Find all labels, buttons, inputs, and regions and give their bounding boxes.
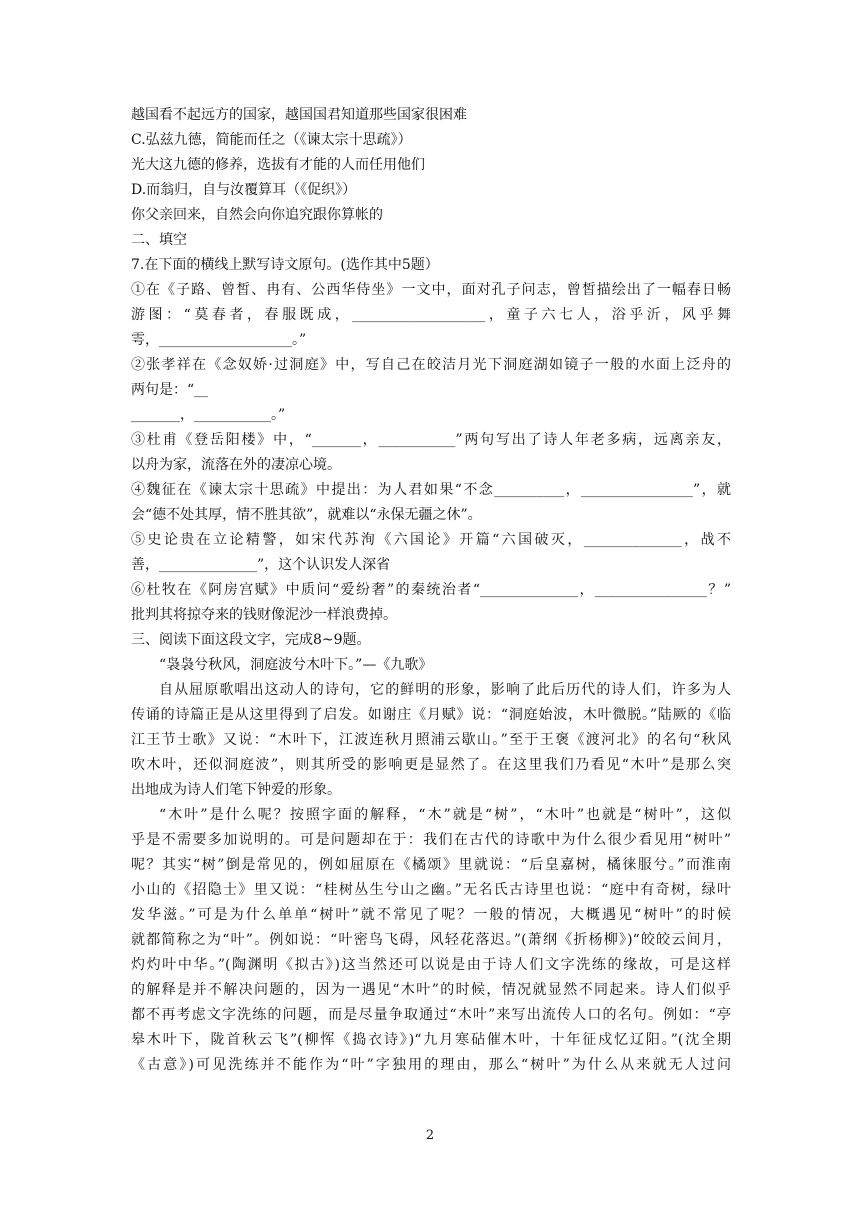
text-line: 都不再考虑文字洗练的问题，而是尽量争取通过“木叶”来写出流传人口的名句。例如：“亭 — [131, 1007, 731, 1023]
text-line: 出地成为诗人们笔下钟爱的形象。 — [131, 782, 341, 798]
text-line: C.弘兹九德，简能而任之（《谏太宗十思疏》） — [131, 132, 412, 148]
text-line: ⑥杜牧在《阿房宫赋》中质问“爱纷奢”的秦统治者“______________，________________？” — [131, 582, 731, 598]
text-line: 就都简称之为“叶”。例如说：“叶密鸟飞碍，风轻花落迟。”(萧纲《折杨柳》)“皎皎云间月， — [131, 932, 731, 948]
text-line: D.而翁归，自与汝覆算耳（《促织》） — [131, 182, 357, 198]
text-line: ②张孝祥在《念奴娇·过洞庭》中，写自己在皎洁月光下洞庭湖如镜子一般的水面上泛舟的 — [131, 357, 731, 373]
text-line: 你父亲回来，自然会向你追究跟你算帐的 — [131, 207, 383, 223]
text-line: 的解释是并不解决问题的，因为一遇见“木叶”的时候，情况就显然不同起来。诗人们似乎 — [131, 982, 731, 998]
text-line: 越国看不起远方的国家，越国国君知道那些国家很困难 — [131, 107, 467, 123]
text-line: 光大这九德的修养，选拔有才能的人而任用他们 — [131, 157, 425, 173]
document-body — [131, 103, 731, 1078]
text-line: 二、填空 — [131, 232, 187, 248]
text-line: 雩，___________________。” — [131, 332, 307, 348]
text-line: 乎是不需要多加说明的。可是问题却在于：我们在古代的诗歌中为什么很少看见用“树叶” — [131, 832, 731, 848]
text-line: 7.在下面的横线上默写诗文原句。(选作其中5题） — [131, 257, 439, 273]
text-line: 游图：“莫春者，春服既成，___________________，童子六七人，浴乎沂，风乎舞 — [131, 307, 731, 323]
text-line: ①在《子路、曾皙、冉有、公西华侍坐》一文中，面对孔子问志，曾皙描绘出了一幅春日畅 — [131, 282, 731, 298]
text-line: 自从屈原歌唱出这动人的诗句，它的鲜明的形象，影响了此后历代的诗人们，许多为人 — [159, 682, 731, 698]
page-number: 2 — [425, 1128, 435, 1143]
text-line: ④魏征在《谏太宗十思疏》中提出：为人君如果“不念__________，________________”，就 — [131, 482, 731, 498]
text-line: 发华滋。”可是为什么单单“树叶”就不常见了呢？一般的情况，大概遇见“树叶”的时候 — [131, 907, 731, 923]
text-line: 以舟为家，流落在外的凄凉心境。 — [131, 457, 341, 473]
text-line: 两句是：“__ — [131, 382, 209, 398]
text-line: 三、阅读下面这段文字，完成8~9题。 — [131, 632, 371, 648]
text-line: 小山的《招隐士》里又说：“桂树丛生兮山之幽。”无名氏古诗里也说：“庭中有奇树，绿叶 — [131, 882, 731, 898]
text-line: 批判其将掠夺来的钱财像泥沙一样浪费掉。 — [131, 607, 397, 623]
text-line: ③杜甫《登岳阳楼》中，“_______，___________”两句写出了诗人年老多病，远离亲友， — [131, 432, 731, 448]
text-line: 会“德不处其厚，情不胜其欲”，就难以“永保无疆之休”。 — [131, 507, 482, 523]
text-line: 吹木叶，还似洞庭波”，则其所受的影响更是显然了。在这里我们乃看见“木叶”是那么突 — [131, 757, 731, 773]
text-line: _______，___________。” — [131, 407, 286, 423]
text-line: 呢？其实“树”倒是常见的，例如屈原在《橘颂》里就说：“后皇嘉树，橘徕服兮。”而淮南 — [131, 857, 731, 873]
text-line: 《古意》)可见洗练并不能作为“叶”字独用的理由，那么“树叶”为什么从来就无人过问 — [131, 1057, 731, 1073]
text-line: “木叶”是什么呢？按照字面的解释，“木”就是“树”，“木叶”也就是“树叶”，这似 — [159, 807, 731, 823]
text-line: 灼灼叶中华。”(陶渊明《拟古》)这当然还可以说是由于诗人们文字洗练的缘故，可是这样 — [131, 957, 731, 973]
text-line: 皋木叶下，陇首秋云飞”(柳恽《捣衣诗》)“九月寒砧催木叶，十年征戍忆辽阳。”(沈全期 — [131, 1032, 731, 1048]
text-line: 善，______________”，这个认识发人深省 — [131, 557, 391, 573]
text-line: ⑤史论贵在立论精警，如宋代苏洵《六国论》开篇“六国破灭，______________，战不 — [131, 532, 731, 548]
text-line: 传诵的诗篇正是从这里得到了启发。如谢庄《月赋》说：“洞庭始波，木叶微脱。”陆厥的《临 — [131, 707, 731, 723]
text-line: 江王节士歌》又说：“木叶下，江波连秋月照浦云歇山。”至于王褒《渡河北》的名句“秋风 — [131, 732, 731, 748]
text-line: “袅袅兮秋风，洞庭波兮木叶下。”—《九歌》 — [159, 657, 433, 673]
